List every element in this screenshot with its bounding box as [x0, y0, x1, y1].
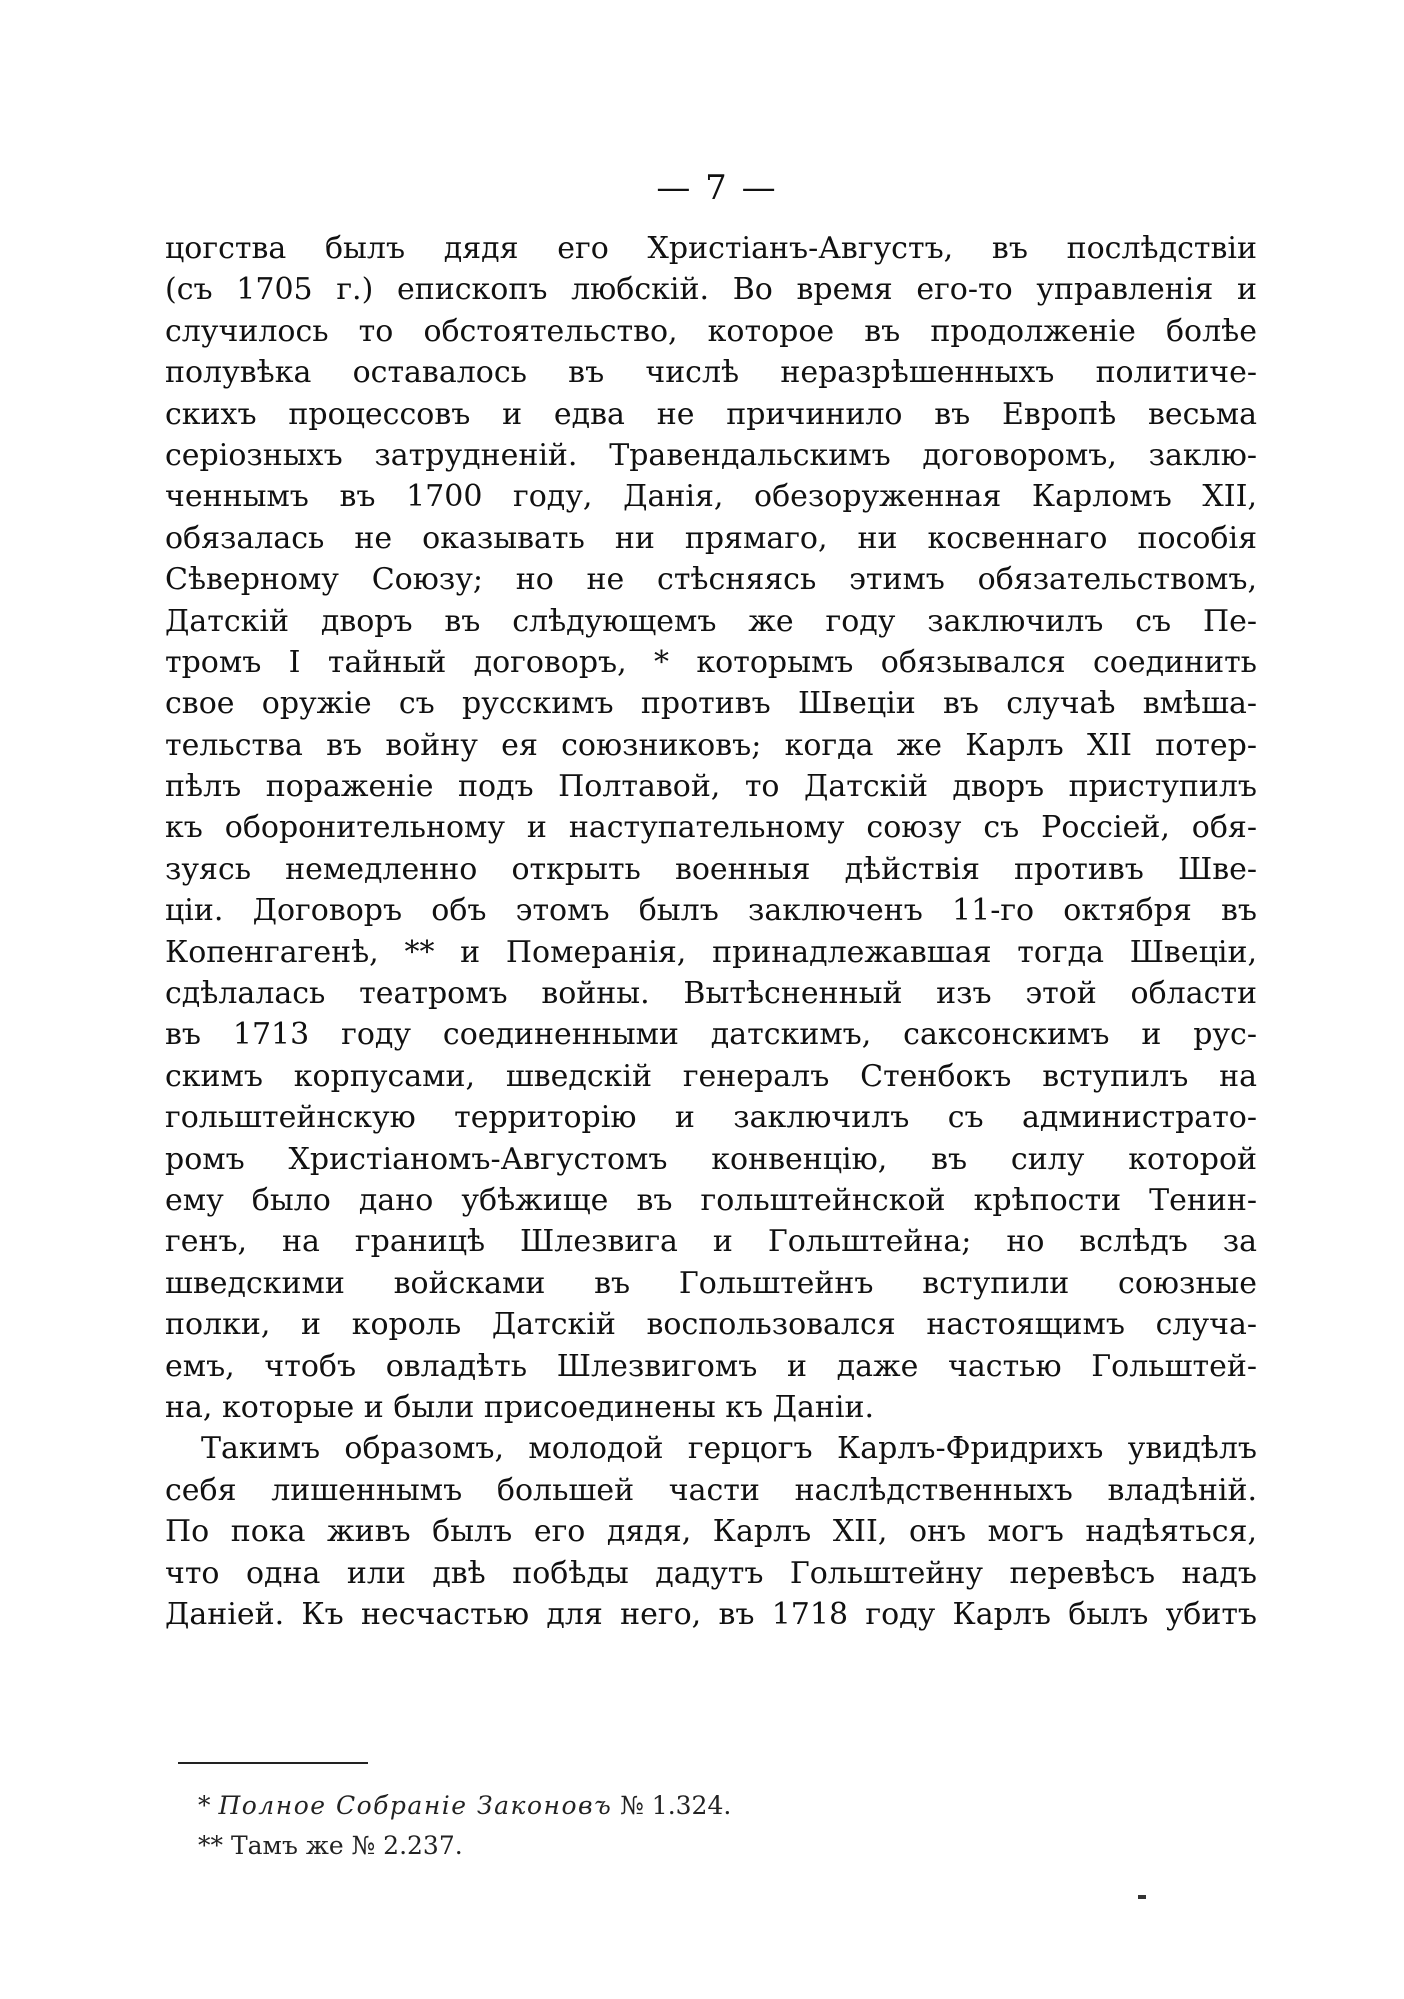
- footnote-1: [198, 1786, 1098, 1826]
- text-line: въ 1713 году соединенными датскимъ, саксонскимъ и рус-: [165, 1017, 1257, 1053]
- text-line: сдѣлалась театромъ войны. Вытѣсненный изъ этой области: [165, 976, 1257, 1012]
- text-line: къ оборонительному и наступательному союзу съ Россіей, обя-: [165, 810, 1257, 846]
- footnote-reference: № 1.324.: [620, 1791, 732, 1820]
- text-line: случилось то обстоятельство, которое въ продолженіе болѣе: [165, 313, 1257, 349]
- footnote-divider: [178, 1762, 368, 1764]
- text-line: что одна или двѣ побѣды дадутъ Гольштейну перевѣсъ надъ: [165, 1555, 1257, 1591]
- text-line: серіозныхъ затрудненій. Травендальскимъ договоромъ, заклю-: [165, 437, 1257, 473]
- footnote-source-title: Полное Собраніе Законовъ: [218, 1791, 613, 1820]
- text-line: тромъ I тайный договоръ, * которымъ обязывался соединить: [165, 644, 1257, 680]
- text-line: цогства былъ дядя его Христіанъ-Августъ, въ послѣдствіи: [165, 231, 1257, 266]
- text-line: По пока живъ былъ его дядя, Карлъ XII, онъ могъ надѣяться,: [165, 1514, 1257, 1550]
- text-line: Копенгагенѣ, ** и Померанія, принадлежавшая тогда Швеціи,: [165, 934, 1257, 970]
- paragraph-end-line: на, которые и были присоединены къ Даніи.: [165, 1389, 875, 1425]
- text-line: Датскій дворъ въ слѣдующемъ же году заключилъ съ Пе-: [165, 603, 1257, 639]
- text-line: генъ, на границѣ Шлезвига и Гольштейна; но вслѣдъ за: [165, 1224, 1257, 1260]
- footnote-reference: Тамъ же № 2.237.: [230, 1831, 463, 1860]
- text-line: Сѣверному Союзу; но не стѣсняясь этимъ обязательствомъ,: [165, 562, 1257, 598]
- text-line: пѣлъ пораженіе подъ Полтавой, то Датскій дворъ приступилъ: [165, 769, 1257, 805]
- text-line: ему было дано убѣжище въ гольштейнской крѣпости Тенин-: [165, 1182, 1257, 1218]
- text-line: ціи. Договоръ объ этомъ былъ заключенъ 11-го октября въ: [165, 893, 1257, 929]
- footnote-mark: **: [198, 1831, 223, 1860]
- footnote-2: [198, 1826, 1098, 1866]
- text-line: себя лишеннымъ большей части наслѣдственныхъ владѣній.: [165, 1472, 1257, 1508]
- footnotes: [198, 1786, 1098, 1866]
- text-line: обязалась не оказывать ни прямаго, ни косвеннаго пособія: [165, 520, 1257, 556]
- footnote-mark: *: [198, 1791, 211, 1820]
- text-line: скихъ процессовъ и едва не причинило въ Европѣ весьма: [165, 396, 1257, 432]
- text-line: свое оружіе съ русскимъ противъ Швеціи въ случаѣ вмѣша-: [165, 686, 1257, 722]
- paragraph-start-line: Такимъ образомъ, молодой герцогъ Карлъ-Фридрихъ увидѣлъ: [201, 1431, 1257, 1467]
- text-line: шведскими войсками въ Гольштейнъ вступили союзные: [165, 1265, 1257, 1301]
- body-text: [165, 228, 1257, 1635]
- text-line: Даніей. Къ несчастью для него, въ 1718 году Карлъ былъ убитъ: [165, 1596, 1257, 1632]
- text-line: (съ 1705 г.) епископъ любскій. Во время его-то управленія и: [165, 272, 1257, 308]
- text-line: тельства въ войну ея союзниковъ; когда же Карлъ XII потер-: [165, 727, 1257, 763]
- text-line: ченнымъ въ 1700 году, Данія, обезоруженная Карломъ XII,: [165, 479, 1257, 515]
- scan-speck: [1138, 1895, 1146, 1899]
- text-line: емъ, чтобъ овладѣть Шлезвигомъ и даже частью Гольштей-: [165, 1348, 1257, 1384]
- page-number: — 7 —: [656, 168, 778, 208]
- text-line: гольштейнскую территорію и заключилъ съ администрато-: [165, 1100, 1257, 1136]
- text-line: зуясь немедленно открыть военныя дѣйствія противъ Шве-: [165, 851, 1257, 887]
- text-line: полувѣка оставалось въ числѣ неразрѣшенныхъ политиче-: [165, 355, 1257, 391]
- text-line: полки, и король Датскій воспользовался настоящимъ случа-: [165, 1307, 1257, 1343]
- text-line: скимъ корпусами, шведскій генералъ Стенбокъ вступилъ на: [165, 1058, 1257, 1094]
- text-line: ромъ Христіаномъ-Августомъ конвенцію, въ силу которой: [165, 1141, 1257, 1177]
